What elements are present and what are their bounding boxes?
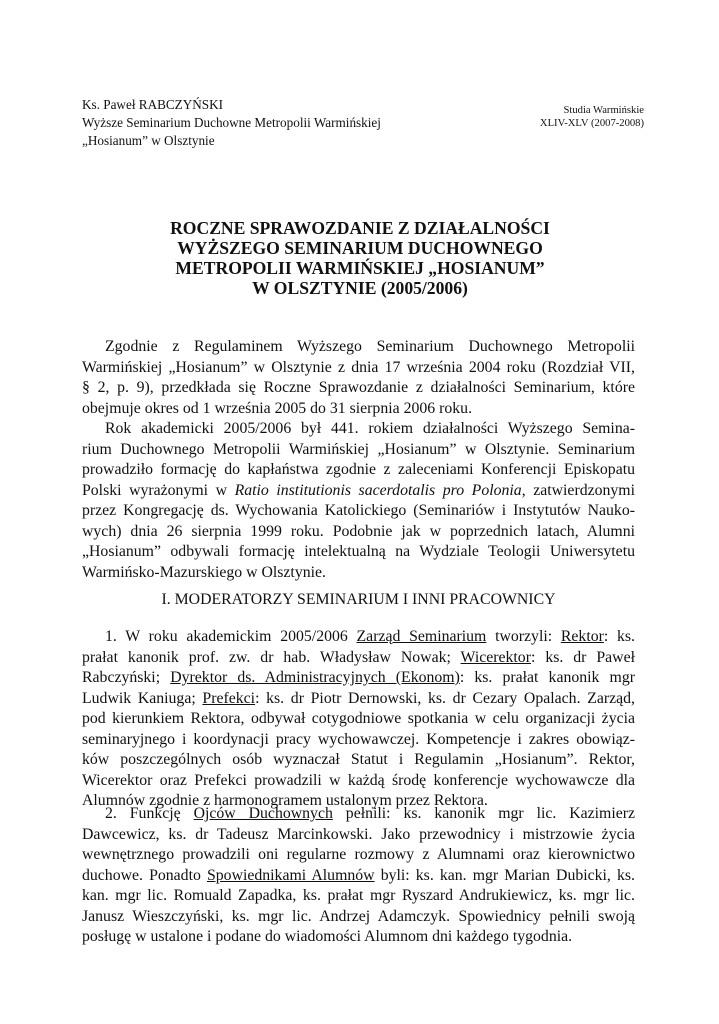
text-line: Zgodnie z Regulaminem Wyższego Seminarium Duchownego Metropolii bbox=[105, 338, 635, 355]
text-line: Janusz Wieszczyński, ks. mgr lic. Andrzej Adamczyk. Spowiednicy pełnili swoją bbox=[82, 907, 635, 925]
text-line: wych) dnia 26 sierpnia 1999 roku. Podobnie jak w poprzednich latach, Alumni bbox=[82, 522, 635, 540]
author-affiliation: Wyższe Seminarium Duchowne Metropolii Warmińskiej bbox=[82, 115, 381, 130]
intro-text bbox=[82, 337, 635, 583]
text-span: prałat kanonik prof. zw. dr hab. Władysław Nowak; bbox=[82, 648, 461, 666]
text-span: : ks. prałat kanonik mgr bbox=[459, 669, 636, 686]
text-span: : ks. bbox=[603, 628, 636, 645]
text-line: seminaryjnego i koordynacji pracy wychowawczej. Kompetencje i zakres obowiąz- bbox=[82, 730, 635, 748]
text-line bbox=[82, 481, 635, 502]
text-span: duchowe. Ponadto bbox=[82, 866, 207, 884]
text-line: Alumnów zgodnie z harmonogramem ustalonym przez Rektora. bbox=[82, 792, 488, 809]
text-line: Rok akademicki 2005/2006 był 441. rokiem działalności Wyższego Semina- bbox=[105, 420, 635, 437]
text-line: Warmińskiej „Hosianum” w Olsztynie z dnia 17 września 2004 roku (Rozdział VII, bbox=[82, 358, 635, 376]
underlined-term: Prefekci bbox=[202, 689, 256, 707]
text-line: Dawcewicz, ks. dr Tadeusz Marcinkowski. Jako przewodnicy i mistrzowie życia bbox=[82, 825, 635, 843]
journal-info bbox=[540, 104, 644, 130]
author-block bbox=[82, 96, 381, 150]
text-line bbox=[82, 689, 635, 710]
text-span: byli: ks. kan. mgr Marian Dubicki, ks. bbox=[374, 866, 635, 884]
article-title bbox=[60, 218, 660, 298]
text-line: pod kierunkiem Rektora, odbywał cotygodniowe spotkania w celu organizacji życia bbox=[82, 710, 635, 727]
text-line: prowadziło formację do kapłaństwa zgodnie z zaleceniami Konferencji Episkopatu bbox=[82, 461, 635, 478]
underlined-term: Wicerektor bbox=[460, 648, 531, 666]
author-location: „Hosianum” w Olsztynie bbox=[82, 133, 215, 148]
title-line: W OLSZTYNIE (2005/2006) bbox=[252, 278, 468, 298]
journal-volume: XLIV-XLV (2007-2008) bbox=[539, 118, 644, 129]
text-span: Rabczyński; bbox=[82, 669, 171, 686]
text-span: 1. W roku akademickim 2005/2006 bbox=[105, 628, 357, 645]
text-line: Wicerektor oraz Prefekci prowadzili w każdą środę konferencje wychowawcze dla bbox=[82, 771, 635, 789]
text-line bbox=[82, 648, 635, 669]
text-span: 2. Funkcję bbox=[105, 805, 194, 822]
text-span: Polski wyrażonymi w bbox=[82, 481, 235, 499]
text-line: kan. mgr lic. Romuald Zapadka, ks. prałat mgr Ryszard Andrukiewicz, ks. mgr lic. bbox=[82, 887, 635, 904]
text-line: wewnętrznego prowadzili oni regularne rozmowy z Alumnami oraz kierownictwo bbox=[82, 846, 635, 863]
text-line: ków poszczególnych osób wyznaczał Statut i Regulamin „Hosianum”. Rektor, bbox=[82, 751, 635, 768]
underlined-term: Rektor bbox=[560, 628, 604, 645]
text-line bbox=[82, 668, 635, 689]
text-line: obejmuje okres od 1 września 2005 do 31 sierpnia 2006 roku. bbox=[82, 399, 473, 417]
title-line: ROCZNE SPRAWOZDANIE Z DZIAŁALNOŚCI bbox=[170, 218, 550, 238]
text-line bbox=[82, 627, 635, 648]
underlined-term: Spowiednikami Alumnów bbox=[206, 866, 375, 884]
text-line bbox=[82, 804, 635, 825]
title-line: WYŻSZEGO SEMINARIUM DUCHOWNEGO bbox=[177, 238, 543, 258]
underlined-term: Zarząd Seminarium bbox=[356, 628, 487, 645]
text-span: pełnili: ks. kanonik mgr lic. Kazimierz bbox=[332, 805, 636, 822]
title-line: METROPOLII WARMIŃSKIEJ „HOSIANUM” bbox=[175, 258, 545, 278]
italic-title: Ratio institutionis sacerdotalis pro Polonia bbox=[234, 481, 522, 499]
underlined-term: Ojców Duchownych bbox=[193, 805, 333, 822]
journal-name: Studia Warmińskie bbox=[563, 105, 644, 116]
text-line bbox=[82, 866, 635, 887]
text-line: posługę w ustalone i podane do wiadomości Alumnom dni każdego tygodnia. bbox=[82, 928, 573, 945]
text-span: , zatwierdzonymi bbox=[521, 481, 635, 499]
paragraph-2 bbox=[82, 804, 635, 948]
text-line: § 2, p. 9), przedkłada się Roczne Sprawozdanie z działalności Seminarium, które bbox=[82, 379, 635, 396]
text-span: : ks. dr Paweł bbox=[530, 648, 635, 666]
underlined-term: Dyrektor ds. Administracyjnych (Ekonom) bbox=[170, 669, 460, 686]
text-span: : ks. dr Piotr Dernowski, ks. dr Cezary Opalach. Zarząd, bbox=[255, 689, 635, 707]
text-span: Ludwik Kaniuga; bbox=[82, 689, 203, 707]
text-line: rium Duchownego Metropolii Warmińskiej „Hosianum” w Olsztynie. Seminarium bbox=[82, 440, 635, 458]
section-heading: I. MODERATORZY SEMINARIUM I INNI PRACOWNICY bbox=[161, 591, 556, 608]
paragraph-1 bbox=[82, 627, 635, 812]
text-span: tworzyli: bbox=[486, 628, 561, 645]
text-line: przez Kongregację ds. Wychowania Katolickiego (Seminariów i Instytutów Nauko- bbox=[82, 502, 635, 519]
text-line: „Hosianum” odbywali formację intelektualną na Wydziale Teologii Uniwersytetu bbox=[82, 543, 635, 560]
author-name: Ks. Paweł RABCZYŃSKI bbox=[82, 97, 224, 112]
text-line: Warmińsko-Mazurskiego w Olsztynie. bbox=[82, 563, 326, 581]
